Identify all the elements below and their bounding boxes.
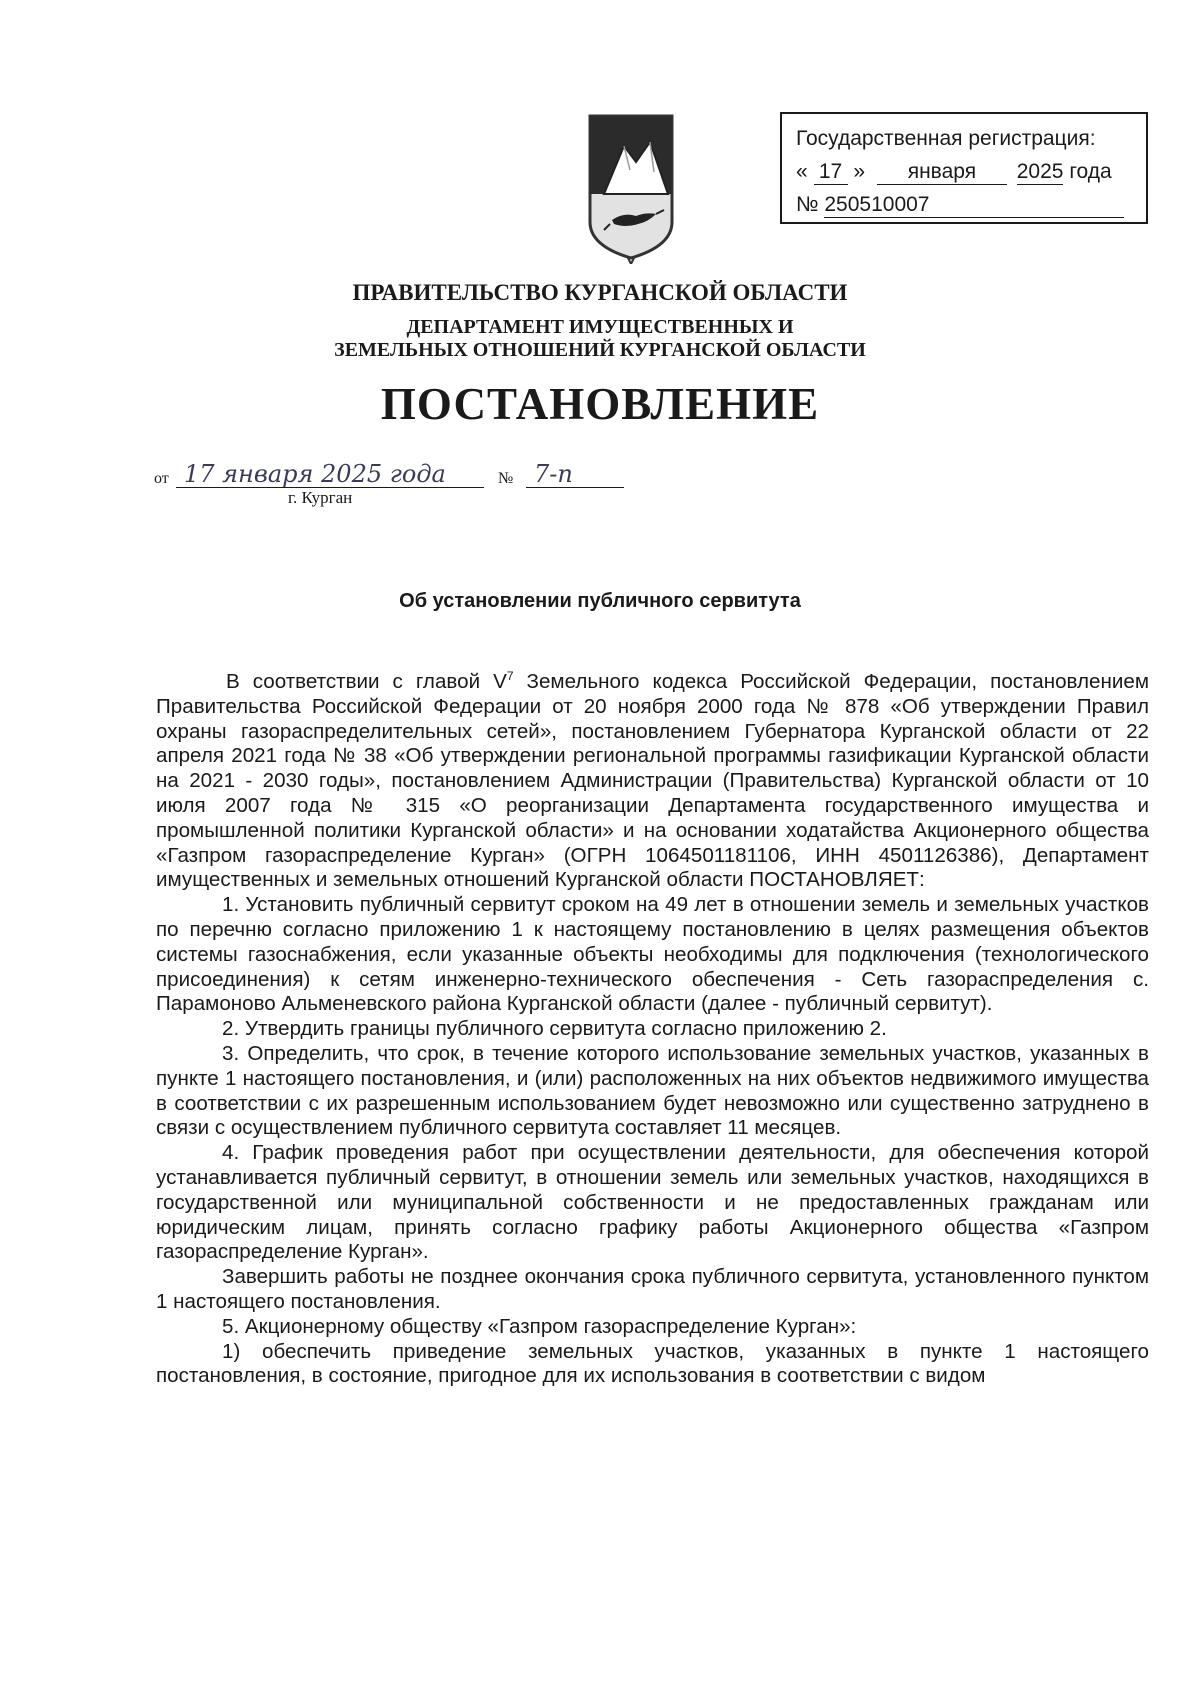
government-name: ПРАВИТЕЛЬСТВО КУРГАНСКОЙ ОБЛАСТИ (352, 280, 848, 305)
coat-of-arms-emblem (584, 112, 678, 264)
document-body (156, 670, 1149, 1389)
paragraph-3: 3. Определить, что срок, в течение которого использование земельных участков, указанных в пункте 1 настоящего постановления, и (или) расположенных на них объектов недвижимого имущества в соответствии с их разрешенным использованием будет невозможно или существенно затруднено в связи с осуществлением публичного сервитута составляет 11 месяцев. (156, 1041, 1149, 1140)
registration-date: « 17 » января 2025 года (796, 160, 1112, 183)
department-name: ДЕПАРТАМЕНТ ИМУЩЕСТВЕННЫХ И ЗЕМЕЛЬНЫХ ОТНОШЕНИЙ КУРГАНСКОЙ ОБЛАСТИ (334, 316, 866, 361)
document-title: Об установлении публичного сервитута (399, 590, 801, 612)
handwritten-number: 7-п (526, 461, 624, 488)
paragraph-intro: В соответствии с главой $V^7$ Земельного кодекса Российской Федерации, постановлением Правительства Российской Федерации от 20 ноября 2000 года № 878 «Об утверждении Правил охраны газораспределительных сетей», постановлением Губернатора Курганской области от 22 апреля 2021 года № 38 «Об утверждении региональной программы газификации Курганской области на 2021 - 2030 годы», постановлением Администрации (Правительства) Курганской области от 10 июля 2007 года № 315 «О реорганизации Департамента государственного имущества и промышленной политики Курганской области» и на основании ходатайства Акционерного общества «Газпром газораспределение Курган» (ОГРН 1064501181106, ИНН 4501126386), Департамент имущественных и земельных отношений Курганской области ПОСТАНОВЛЯЕТ: (156, 669, 1149, 892)
number-label: № (498, 470, 514, 487)
paragraph-4b: Завершить работы не позднее окончания срока публичного сервитута, установленного пунктом 1 настоящего постановления. (156, 1265, 1149, 1313)
handwritten-date: 17 января 2025 года (176, 461, 484, 488)
paragraph-2: 2. Утвердить границы публичного сервитута согласно приложению 2. (222, 1017, 887, 1041)
state-registration-stamp (780, 112, 1148, 224)
date-label: от (154, 470, 169, 487)
registration-year: 2025 (1016, 160, 1064, 183)
document-type: ПОСТАНОВЛЕНИЕ (380, 379, 820, 429)
paragraph-5: 5. Акционерному обществу «Газпром газораспределение Курган»: (222, 1314, 857, 1338)
registration-title: Государственная регистрация: (796, 127, 1096, 150)
document-date-number (154, 460, 674, 490)
city: г. Курган (288, 488, 353, 507)
registration-day: 17 (814, 160, 848, 185)
paragraph-4: 4. График проведения работ при осуществлении деятельности, для обеспечения которой устанавливается публичный сервитут, в отношении земель или земельных участков, находящихся в государственной или муниципальной собственности и не предоставленных гражданам или юридическим лицам, принять согласно графику работы Акционерного общества «Газпром газораспределение Курган». (156, 1141, 1149, 1264)
registration-number-row: № 250510007 (796, 188, 1136, 221)
paragraph-5-1: 1) обеспечить приведение земельных участков, указанных в пункте 1 настоящего постановления, в состояние, пригодное для их использования в соответствии с видом (156, 1339, 1149, 1388)
paragraph-1: 1. Установить публичный сервитут сроком на 49 лет в отношении земель и земельных участков по перечню согласно приложению 1 к настоящему постановлению в целях размещения объектов системы газоснабжения, если указанные объекты необходимы для подключения (технологического присоединения) к сетям инженерно-технического обеспечения - Сеть газораспределения с. Парамоново Альменевского района Курганской области (далее - публичный сервитут). (156, 893, 1149, 1016)
registration-month: января (877, 160, 1007, 185)
registration-number: 250510007 (824, 193, 1124, 218)
